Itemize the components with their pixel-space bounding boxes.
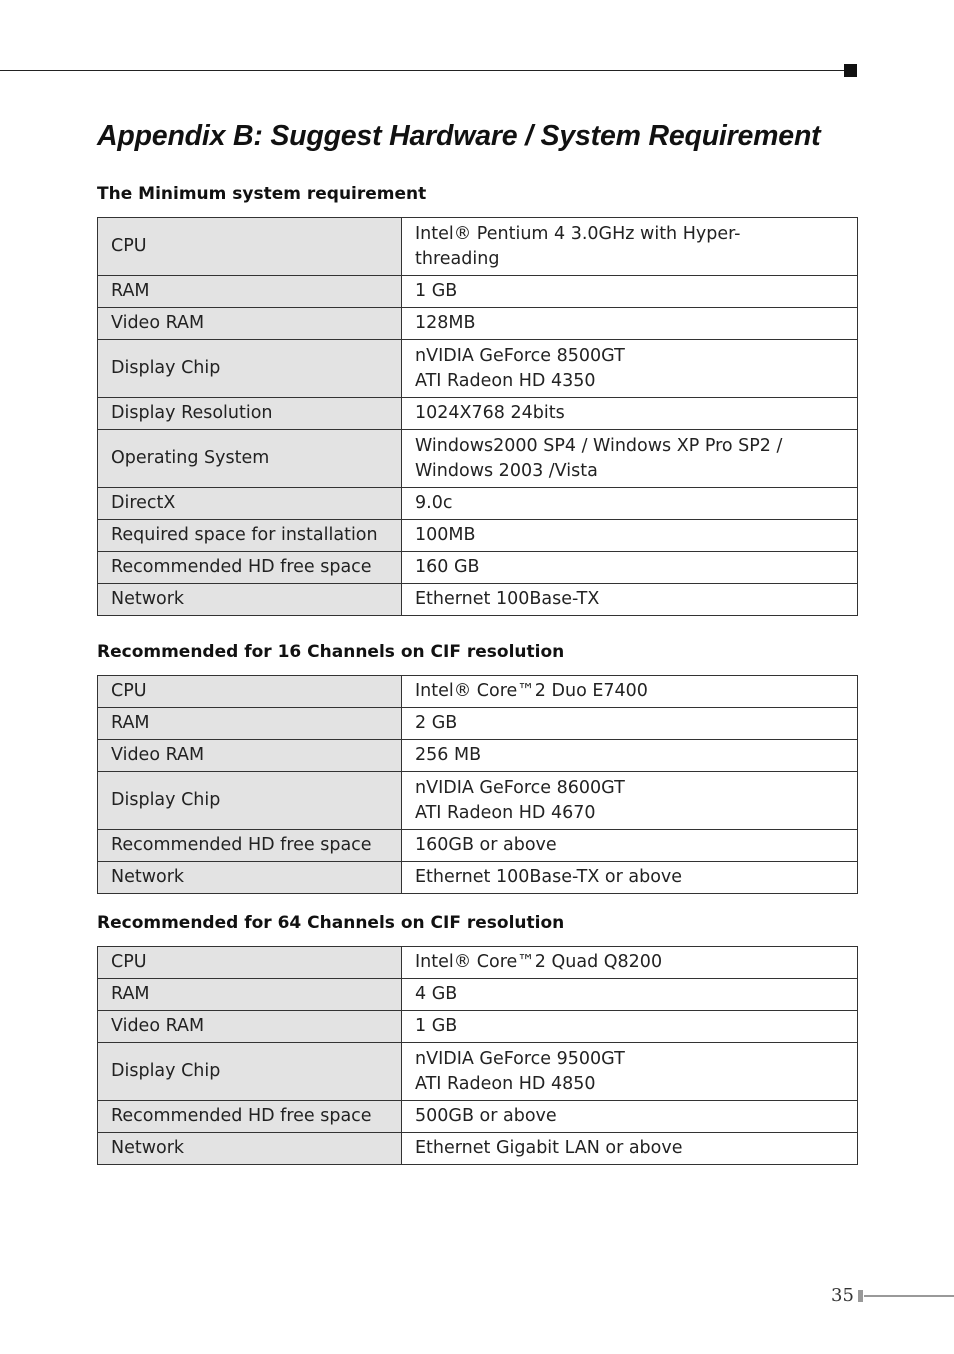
spec-value: 2 GB: [402, 708, 858, 740]
table-row: [98, 218, 858, 276]
table-row: [98, 584, 858, 616]
section-heading-64-channels: Recommended for 64 Channels on CIF resolution: [97, 913, 565, 933]
table-row: [98, 520, 858, 552]
spec-value: nVIDIA GeForce 8600GT ATI Radeon HD 4670: [402, 772, 858, 830]
spec-key: CPU: [98, 947, 402, 979]
spec-value: 1024X768 24bits: [402, 398, 858, 430]
spec-value: Windows2000 SP4 / Windows XP Pro SP2 / Windows 2003 /Vista: [402, 430, 858, 488]
table-row: [98, 1011, 858, 1043]
spec-value: Intel® Core™2 Quad Q8200: [402, 947, 858, 979]
page-number: 35: [831, 1285, 854, 1306]
spec-value: Intel® Pentium 4 3.0GHz with Hyper- threading: [402, 218, 858, 276]
spec-key: CPU: [98, 218, 402, 276]
table-row: [98, 308, 858, 340]
table-row: [98, 1101, 858, 1133]
table-row: [98, 740, 858, 772]
spec-value: nVIDIA GeForce 8500GT ATI Radeon HD 4350: [402, 340, 858, 398]
table-row: [98, 276, 858, 308]
spec-value: 160GB or above: [402, 830, 858, 862]
spec-key: Required space for installation: [98, 520, 402, 552]
table-row: [98, 398, 858, 430]
spec-key: DirectX: [98, 488, 402, 520]
spec-value: 128MB: [402, 308, 858, 340]
footer-rule: [864, 1295, 954, 1297]
spec-value: 9.0c: [402, 488, 858, 520]
spec-value: Ethernet 100Base-TX: [402, 584, 858, 616]
table-row: [98, 552, 858, 584]
spec-table-64-channels: [97, 946, 858, 1165]
spec-key: Network: [98, 862, 402, 894]
spec-key: RAM: [98, 979, 402, 1011]
spec-table-16-channels: [97, 675, 858, 894]
spec-value: 1 GB: [402, 1011, 858, 1043]
header-rule: [0, 70, 848, 71]
spec-key: Display Resolution: [98, 398, 402, 430]
spec-table-minimum: [97, 217, 858, 616]
spec-key: Recommended HD free space: [98, 552, 402, 584]
table-row: [98, 340, 858, 398]
table-row: [98, 1133, 858, 1165]
table-row: [98, 979, 858, 1011]
spec-key: Display Chip: [98, 772, 402, 830]
spec-value: 500GB or above: [402, 1101, 858, 1133]
table-row: [98, 708, 858, 740]
table-row: [98, 862, 858, 894]
spec-key: Video RAM: [98, 308, 402, 340]
spec-key: Recommended HD free space: [98, 1101, 402, 1133]
spec-value: Ethernet 100Base-TX or above: [402, 862, 858, 894]
table-row: [98, 830, 858, 862]
spec-key: Recommended HD free space: [98, 830, 402, 862]
section-heading-minimum: The Minimum system requirement: [97, 184, 427, 204]
spec-key: Display Chip: [98, 1043, 402, 1101]
spec-value: 4 GB: [402, 979, 858, 1011]
table-row: [98, 772, 858, 830]
spec-key: Network: [98, 584, 402, 616]
spec-key: RAM: [98, 708, 402, 740]
spec-key: Network: [98, 1133, 402, 1165]
spec-value: Ethernet Gigabit LAN or above: [402, 1133, 858, 1165]
table-row: [98, 676, 858, 708]
spec-value: nVIDIA GeForce 9500GT ATI Radeon HD 4850: [402, 1043, 858, 1101]
spec-key: Operating System: [98, 430, 402, 488]
spec-value: 1 GB: [402, 276, 858, 308]
spec-value: Intel® Core™2 Duo E7400: [402, 676, 858, 708]
table-row: [98, 430, 858, 488]
spec-key: Video RAM: [98, 1011, 402, 1043]
page-title: Appendix B: Suggest Hardware / System Requirement: [97, 120, 821, 152]
header-square-mark: [844, 64, 857, 77]
spec-key: Video RAM: [98, 740, 402, 772]
footer-tick-mark: [858, 1290, 863, 1302]
spec-key: Display Chip: [98, 340, 402, 398]
spec-value: 256 MB: [402, 740, 858, 772]
spec-key: RAM: [98, 276, 402, 308]
spec-value: 160 GB: [402, 552, 858, 584]
table-row: [98, 1043, 858, 1101]
spec-value: 100MB: [402, 520, 858, 552]
table-row: [98, 488, 858, 520]
spec-key: CPU: [98, 676, 402, 708]
table-row: [98, 947, 858, 979]
section-heading-16-channels: Recommended for 16 Channels on CIF resolution: [97, 642, 565, 662]
